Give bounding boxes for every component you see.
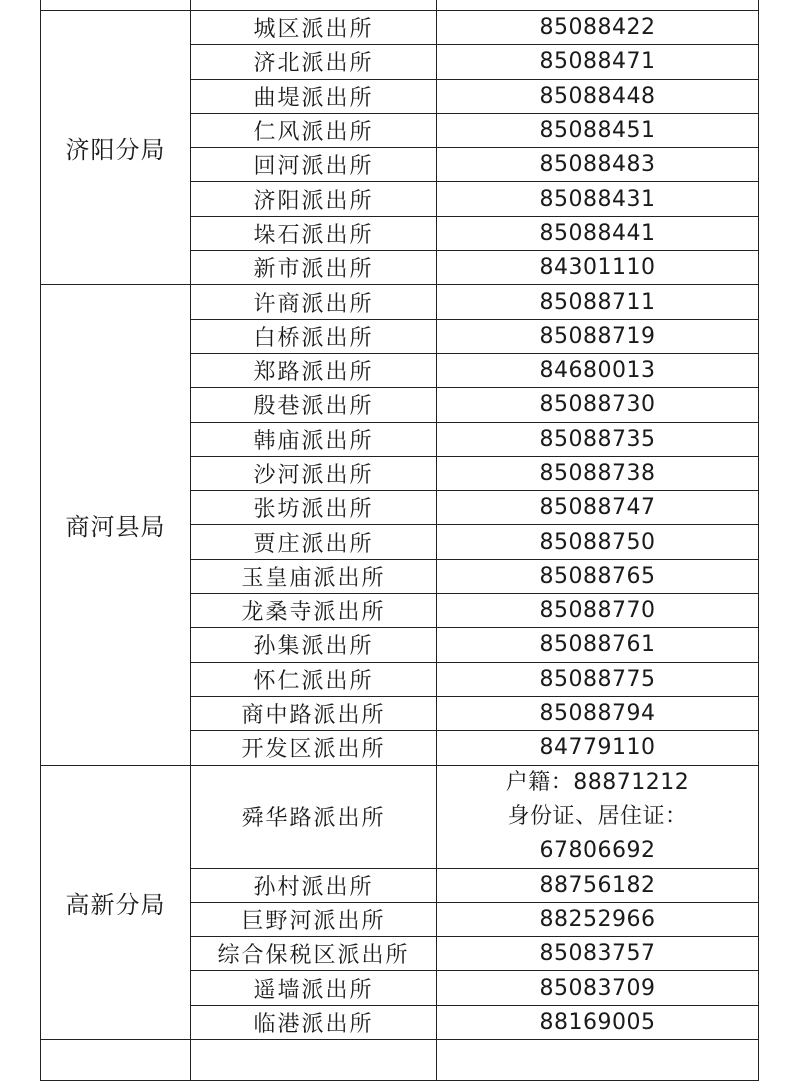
station-phone: 85088765: [437, 559, 759, 593]
station-name: 郑路派出所: [191, 353, 437, 387]
station-name: 新市派出所: [191, 251, 437, 285]
station-phone-line: 户籍：88871212: [505, 769, 690, 795]
station-phone: 88252966: [437, 902, 759, 936]
station-phone: 85088471: [437, 45, 759, 79]
station-name: 遥墙派出所: [191, 971, 437, 1005]
table-body: [41, 0, 759, 1081]
station-name: 垛石派出所: [191, 216, 437, 250]
station-name: 许商派出所: [191, 285, 437, 319]
station-phone: 84680013: [437, 353, 759, 387]
police-station-table-container: [40, 0, 758, 1081]
station-name: 贾庄派出所: [191, 525, 437, 559]
bureau-name: 高新分局: [41, 765, 191, 1039]
station-phone: 88756182: [437, 868, 759, 902]
table-row-partial-top: [41, 0, 759, 11]
station-name: 曲堤派出所: [191, 79, 437, 113]
station-phone: 85088431: [437, 182, 759, 216]
station-name: 巨野河派出所: [191, 902, 437, 936]
table-cell-cut: [191, 0, 437, 11]
station-name: 城区派出所: [191, 11, 437, 45]
station-name: 龙桑寺派出所: [191, 594, 437, 628]
station-phone: 85088730: [437, 388, 759, 422]
bureau-name: 商河县局: [41, 285, 191, 765]
table-row: [41, 11, 759, 45]
station-name: 玉皇庙派出所: [191, 559, 437, 593]
station-name: 开发区派出所: [191, 731, 437, 765]
bureau-name: 济阳分局: [41, 11, 191, 285]
station-phone: 85088750: [437, 525, 759, 559]
station-name: 舜华路派出所: [191, 765, 437, 868]
station-name: 张坊派出所: [191, 491, 437, 525]
station-phone: 85088719: [437, 319, 759, 353]
station-phone: 85083757: [437, 937, 759, 971]
station-name: 商中路派出所: [191, 696, 437, 730]
station-name: 临港派出所: [191, 1005, 437, 1039]
station-phone: 85088770: [437, 594, 759, 628]
station-phone: 84301110: [437, 251, 759, 285]
table-cell-cut: [437, 1040, 759, 1081]
station-phone: 85088761: [437, 628, 759, 662]
table-row: [41, 285, 759, 319]
station-name: 仁风派出所: [191, 113, 437, 147]
table-cell-cut: [437, 0, 759, 11]
station-phone: 85088422: [437, 11, 759, 45]
station-phone: 85088451: [437, 113, 759, 147]
station-name: 济北派出所: [191, 45, 437, 79]
station-name: 孙村派出所: [191, 868, 437, 902]
station-name: 韩庙派出所: [191, 422, 437, 456]
station-phone: 85088735: [437, 422, 759, 456]
station-phone: 85083709: [437, 971, 759, 1005]
station-name: 济阳派出所: [191, 182, 437, 216]
station-name: 沙河派出所: [191, 456, 437, 490]
station-phone-line: 67806692: [539, 837, 656, 863]
table-cell-cut: [41, 1040, 191, 1081]
station-name: 孙集派出所: [191, 628, 437, 662]
station-phone: 85088775: [437, 662, 759, 696]
station-phone: 85088448: [437, 79, 759, 113]
station-name: 白桥派出所: [191, 319, 437, 353]
station-phone: 88169005: [437, 1005, 759, 1039]
station-phone: 85088441: [437, 216, 759, 250]
table-cell-cut: [41, 0, 191, 11]
station-phone: 85088747: [437, 491, 759, 525]
station-phone-line: 身份证、居住证：: [507, 803, 688, 829]
station-phone: 85088711: [437, 285, 759, 319]
police-station-table: [40, 0, 759, 1081]
station-name: 殷巷派出所: [191, 388, 437, 422]
table-row-partial-bottom: [41, 1040, 759, 1081]
station-phone-multiline: [437, 765, 759, 868]
station-name: 怀仁派出所: [191, 662, 437, 696]
table-row: [41, 765, 759, 868]
station-name: 综合保税区派出所: [191, 937, 437, 971]
station-phone: 84779110: [437, 731, 759, 765]
station-phone: 85088738: [437, 456, 759, 490]
station-name: 回河派出所: [191, 148, 437, 182]
table-cell-cut: [191, 1040, 437, 1081]
station-phone: 85088794: [437, 696, 759, 730]
station-phone: 85088483: [437, 148, 759, 182]
